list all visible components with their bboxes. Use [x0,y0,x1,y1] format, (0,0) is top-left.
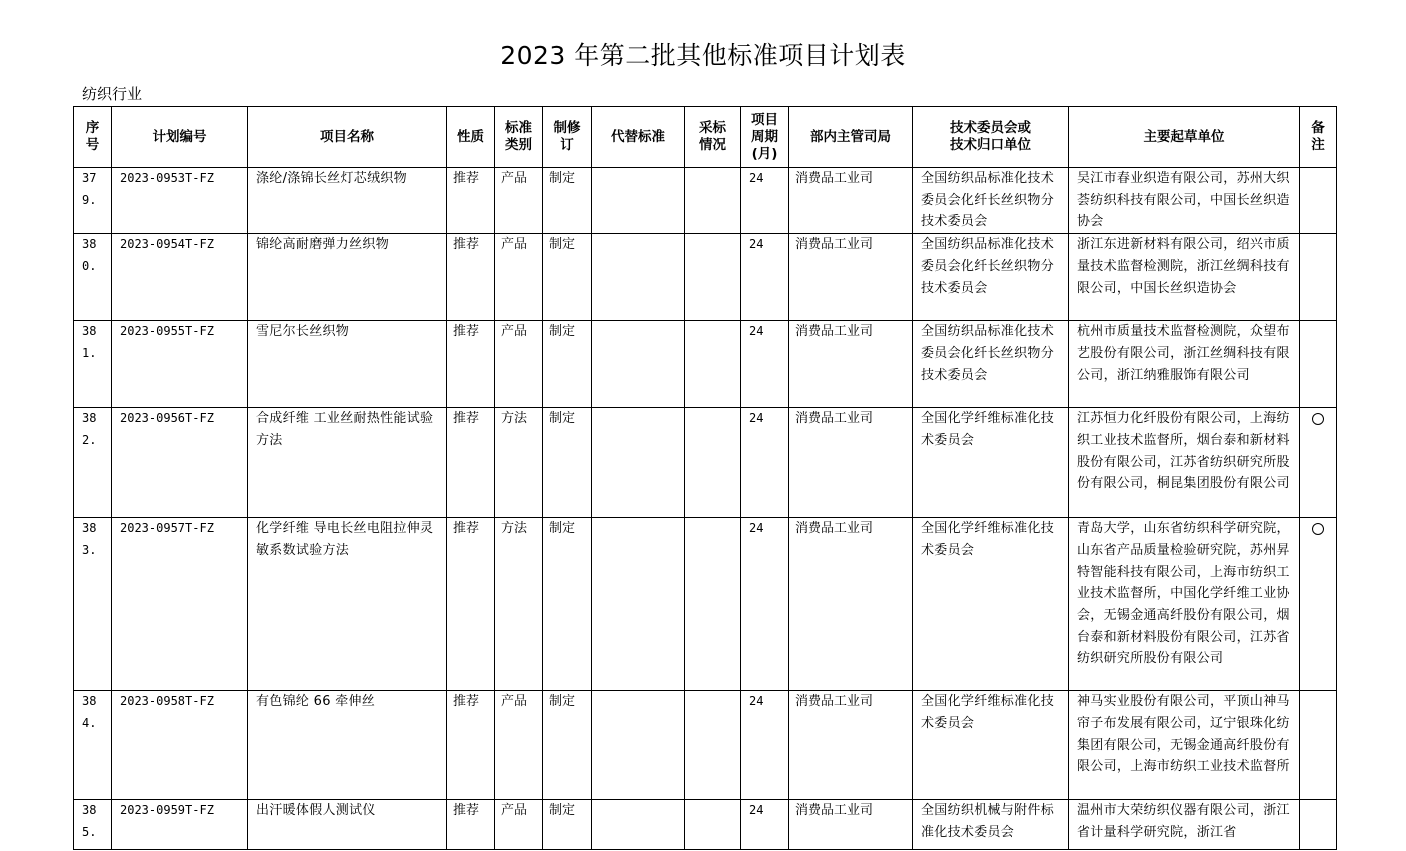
cell-draft: 吴江市春业织造有限公司，苏州大织荟纺织科技有限公司，中国长丝织造协会 [1069,168,1300,234]
cell-seq: 381. [74,321,112,408]
cell-seq: 385. [74,800,112,850]
cell-period: 24 [741,321,789,408]
cell-note [1300,691,1337,800]
cell-seq: 380. [74,234,112,321]
cell-period: 24 [741,234,789,321]
cell-tc: 全国纺织机械与附件标准化技术委员会 [913,800,1069,850]
cell-code: 2023-0958T-FZ [112,691,248,800]
cell-tc: 全国化学纤维标准化技术委员会 [913,408,1069,518]
header-revision: 制修 订 [543,107,592,168]
header-seq: 序 号 [74,107,112,168]
cell-tc: 全国纺织品标准化技术委员会化纤长丝织物分技术委员会 [913,321,1069,408]
cell-tc: 全国化学纤维标准化技术委员会 [913,518,1069,691]
cell-dept: 消费品工业司 [789,800,913,850]
header-row [74,107,1337,168]
cell-tc: 全国纺织品标准化技术委员会化纤长丝织物分技术委员会 [913,168,1069,234]
cell-adopt [685,234,741,321]
cell-code: 2023-0956T-FZ [112,408,248,518]
header-draft: 主要起草单位 [1069,107,1300,168]
cell-period: 24 [741,168,789,234]
table-row [74,408,1337,518]
cell-seq: 383. [74,518,112,691]
cell-name: 化学纤维 导电长丝电阻拉伸灵敏系数试验方法 [248,518,447,691]
header-dept: 部内主管司局 [789,107,913,168]
circle-mark-icon [1312,523,1324,535]
table-row [74,518,1337,691]
cell-revision: 制定 [543,518,592,691]
cell-draft: 温州市大荣纺织仪器有限公司，浙江省计量科学研究院，浙江省 [1069,800,1300,850]
cell-name: 有色锦纶 66 牵伸丝 [248,691,447,800]
cell-note [1300,800,1337,850]
cell-tc: 全国化学纤维标准化技术委员会 [913,691,1069,800]
header-category: 标准 类别 [495,107,543,168]
cell-note [1300,518,1337,691]
cell-dept: 消费品工业司 [789,691,913,800]
cell-adopt [685,408,741,518]
cell-adopt [685,691,741,800]
cell-replace [592,800,685,850]
header-code: 计划编号 [112,107,248,168]
cell-category: 产品 [495,234,543,321]
cell-period: 24 [741,518,789,691]
header-tc: 技术委员会或 技术归口单位 [913,107,1069,168]
cell-code: 2023-0953T-FZ [112,168,248,234]
cell-code: 2023-0954T-FZ [112,234,248,321]
header-note: 备 注 [1300,107,1337,168]
cell-draft: 神马实业股份有限公司，平顶山神马帘子布发展有限公司，辽宁银珠化纺集团有限公司，无锡金通高纤股份有限公司，上海市纺织工业技术监督所 [1069,691,1300,800]
cell-draft: 杭州市质量技术监督检测院，众望布艺股份有限公司，浙江丝绸科技有限公司，浙江纳雅服饰有限公司 [1069,321,1300,408]
cell-draft: 青岛大学，山东省纺织科学研究院，山东省产品质量检验研究院，苏州昇特智能科技有限公司，上海市纺织工业技术监督所，中国化学纤维工业协会，无锡金通高纤股份有限公司，烟台泰和新材料股份有限公司，江苏省纺织研究所股份有限公司 [1069,518,1300,691]
cell-tc: 全国纺织品标准化技术委员会化纤长丝织物分技术委员会 [913,234,1069,321]
section-label: 纺织行业 [82,85,143,103]
cell-dept: 消费品工业司 [789,408,913,518]
cell-code: 2023-0957T-FZ [112,518,248,691]
cell-seq: 382. [74,408,112,518]
cell-category: 方法 [495,518,543,691]
cell-note [1300,234,1337,321]
cell-seq: 384. [74,691,112,800]
table-row [74,321,1337,408]
cell-revision: 制定 [543,321,592,408]
cell-code: 2023-0955T-FZ [112,321,248,408]
cell-revision: 制定 [543,168,592,234]
cell-draft: 浙江东进新材料有限公司，绍兴市质量技术监督检测院，浙江丝绸科技有限公司，中国长丝织造协会 [1069,234,1300,321]
cell-replace [592,408,685,518]
page-title: 2023 年第二批其他标准项目计划表 [500,41,906,70]
cell-nature: 推荐 [447,800,495,850]
cell-draft: 江苏恒力化纤股份有限公司，上海纺织工业技术监督所，烟台泰和新材料股份有限公司，江苏省纺织研究所股份有限公司，桐昆集团股份有限公司 [1069,408,1300,518]
table-row [74,800,1337,850]
cell-replace [592,234,685,321]
cell-adopt [685,321,741,408]
cell-category: 产品 [495,168,543,234]
cell-name: 合成纤维 工业丝耐热性能试验方法 [248,408,447,518]
cell-revision: 制定 [543,408,592,518]
cell-nature: 推荐 [447,691,495,800]
cell-replace [592,321,685,408]
cell-revision: 制定 [543,234,592,321]
cell-category: 产品 [495,800,543,850]
cell-replace [592,518,685,691]
cell-dept: 消费品工业司 [789,168,913,234]
table-row [74,234,1337,321]
cell-category: 产品 [495,321,543,408]
cell-note [1300,408,1337,518]
cell-code: 2023-0959T-FZ [112,800,248,850]
cell-nature: 推荐 [447,518,495,691]
cell-period: 24 [741,691,789,800]
cell-nature: 推荐 [447,321,495,408]
cell-name: 出汗暖体假人测试仪 [248,800,447,850]
cell-adopt [685,168,741,234]
cell-replace [592,691,685,800]
header-adopt: 采标 情况 [685,107,741,168]
cell-note [1300,321,1337,408]
cell-adopt [685,800,741,850]
header-nature: 性质 [447,107,495,168]
cell-nature: 推荐 [447,234,495,321]
cell-nature: 推荐 [447,408,495,518]
cell-period: 24 [741,408,789,518]
table-row [74,691,1337,800]
cell-seq: 379. [74,168,112,234]
cell-dept: 消费品工业司 [789,234,913,321]
cell-note [1300,168,1337,234]
cell-replace [592,168,685,234]
cell-category: 产品 [495,691,543,800]
header-replace: 代替标准 [592,107,685,168]
header-period: 项目 周期 (月) [741,107,789,168]
header-name: 项目名称 [248,107,447,168]
cell-period: 24 [741,800,789,850]
cell-dept: 消费品工业司 [789,518,913,691]
plan-table [73,106,1337,850]
table-row [74,168,1337,234]
cell-revision: 制定 [543,691,592,800]
cell-nature: 推荐 [447,168,495,234]
circle-mark-icon [1312,413,1324,425]
cell-category: 方法 [495,408,543,518]
cell-name: 雪尼尔长丝织物 [248,321,447,408]
cell-adopt [685,518,741,691]
cell-name: 锦纶高耐磨弹力丝织物 [248,234,447,321]
cell-name: 涤纶/涤锦长丝灯芯绒织物 [248,168,447,234]
cell-revision: 制定 [543,800,592,850]
cell-dept: 消费品工业司 [789,321,913,408]
